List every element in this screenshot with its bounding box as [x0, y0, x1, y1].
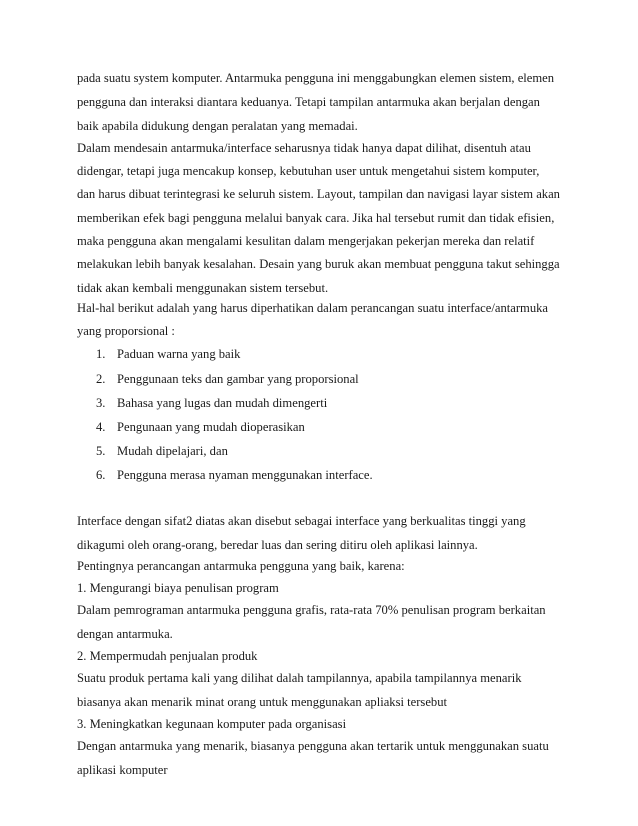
section-heading: 2. Mempermudah penjualan produk — [77, 649, 258, 663]
list-number: 6. — [96, 468, 106, 482]
paragraph-line: dengan antarmuka. — [77, 627, 173, 641]
paragraph-line: Dengan antarmuka yang menarik, biasanya pengguna akan tertarik untuk menggunakan suatu — [77, 739, 549, 753]
paragraph-line: didengar, tetapi juga mencakup konsep, kebutuhan user untuk mengetahui sistem komputer, — [77, 164, 540, 178]
paragraph-line: pengguna dan interaksi diantara keduanya. Tetapi tampilan antarmuka akan berjalan dengan — [77, 95, 540, 109]
paragraph-line: Hal-hal berikut adalah yang harus diperhatikan dalam perancangan suatu interface/antarmuka — [77, 301, 549, 315]
paragraph-line: dikagumi oleh orang-orang, beredar luas dan sering ditiru oleh aplikasi lainnya. — [77, 538, 478, 552]
section-heading: 3. Meningkatkan kegunaan komputer pada organisasi — [77, 717, 347, 731]
paragraph-line: melakukan lebih banyak kesalahan. Desain yang buruk akan membuat pengguna takut sehingga — [77, 257, 560, 271]
list-number: 3. — [96, 396, 106, 410]
paragraph-line: Pentingnya perancangan antarmuka pengguna yang baik, karena: — [77, 559, 405, 573]
list-text: Pengunaan yang mudah dioperasikan — [117, 420, 305, 434]
paragraph-line: Suatu produk pertama kali yang dilihat dalah tampilannya, apabila tampilannya menarik — [77, 671, 522, 685]
paragraph-line: biasanya akan menarik minat orang untuk menggunakan apliaksi tersebut — [77, 695, 448, 709]
list-number: 4. — [96, 420, 106, 434]
list-text: Paduan warna yang baik — [117, 347, 241, 361]
list-text: Pengguna merasa nyaman menggunakan interface. — [117, 468, 373, 482]
paragraph-line: Interface dengan sifat2 diatas akan disebut sebagai interface yang berkualitas tinggi yang — [77, 514, 526, 528]
paragraph-line: dan harus dibuat terintegrasi ke seluruh sistem. Layout, tampilan dan navigasi layar sistem akan — [77, 187, 560, 201]
list-number: 1. — [96, 347, 106, 361]
paragraph-line: pada suatu system komputer. Antarmuka pengguna ini menggabungkan elemen sistem, elemen — [77, 71, 555, 85]
paragraph-line: Dalam pemrograman antarmuka pengguna grafis, rata-rata 70% penulisan program berkaitan — [77, 603, 546, 617]
section-heading: 1. Mengurangi biaya penulisan program — [77, 581, 279, 595]
list-text: Bahasa yang lugas dan mudah dimengerti — [117, 396, 328, 410]
paragraph-line: yang proporsional : — [77, 324, 175, 338]
paragraph-line: aplikasi komputer — [77, 763, 168, 777]
paragraph-line: baik apabila didukung dengan peralatan yang memadai. — [77, 119, 358, 133]
paragraph-line: tidak akan kembali menggunakan sistem tersebut. — [77, 281, 329, 295]
list-number: 2. — [96, 372, 106, 386]
list-text: Penggunaan teks dan gambar yang proporsional — [117, 372, 359, 386]
list-number: 5. — [96, 444, 106, 458]
paragraph-line: Dalam mendesain antarmuka/interface seharusnya tidak hanya dapat dilihat, disentuh atau — [77, 141, 531, 155]
paragraph-line: memberikan efek bagi pengguna melalui banyak cara. Jika hal tersebut rumit dan tidak efisien, — [77, 211, 555, 225]
paragraph-line: maka pengguna akan mengalami kesulitan dalam mengerjakan pekerjan mereka dan relatif — [77, 234, 535, 248]
list-text: Mudah dipelajari, dan — [117, 444, 228, 458]
